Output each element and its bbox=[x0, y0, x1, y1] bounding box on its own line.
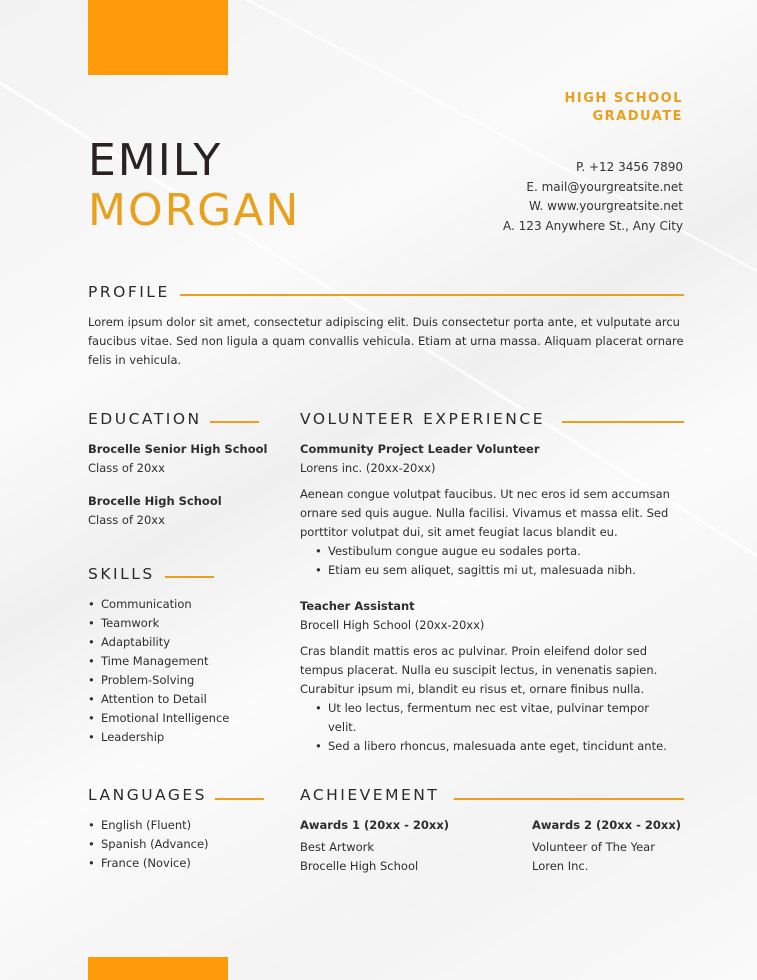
education-heading: EDUCATION bbox=[88, 410, 202, 428]
skill-item: • Leadership bbox=[88, 728, 288, 747]
volunteer-rule bbox=[562, 421, 684, 423]
bottom-accent-block bbox=[88, 957, 228, 980]
volunteer-job bbox=[300, 597, 690, 756]
job-role: Teacher Assistant bbox=[300, 599, 415, 613]
education-period: Class of 20xx bbox=[88, 461, 165, 475]
education-entry bbox=[88, 492, 278, 530]
skill-item: • Communication bbox=[88, 595, 288, 614]
role-line: HIGH SCHOOL bbox=[564, 91, 683, 106]
job-bullet: • Sed a libero rhoncus, malesuada ante eget, tincidunt ante. bbox=[315, 737, 690, 756]
role-line: GRADUATE bbox=[592, 109, 683, 124]
contact-address: A. 123 Anywhere St., Any City bbox=[503, 218, 683, 233]
skill-item: • Teamwork bbox=[88, 614, 288, 633]
award-line: Best Artwork bbox=[300, 840, 375, 854]
job-bullet: • Ut leo lectus, fermentum nec est vitae, pulvinar tempor velit. bbox=[315, 699, 673, 737]
role-title bbox=[565, 90, 683, 126]
language-item: • Spanish (Advance) bbox=[88, 835, 288, 854]
top-accent-block bbox=[88, 0, 228, 75]
skill-item: • Emotional Intelligence bbox=[88, 709, 288, 728]
job-bullet: • Etiam eu sem aliquet, sagittis mi ut, malesuada nibh. bbox=[315, 561, 690, 580]
education-school: Brocelle High School bbox=[88, 494, 222, 508]
contact-phone: P. +12 3456 7890 bbox=[575, 160, 683, 174]
award-entry bbox=[300, 816, 510, 876]
volunteer-job bbox=[300, 440, 690, 580]
contact-info bbox=[503, 158, 683, 236]
profile-text: Lorem ipsum dolor sit amet, consectetur adipiscing elit. Duis consectetur porta ante, et vulputate arcu faucibus vitae. Sed non ligula a quam convallis vehicula. Etiam at urna massa. Aliquam placerat ornare felis in vehicula. bbox=[88, 315, 684, 367]
languages-rule bbox=[215, 798, 264, 800]
job-org: Lorens inc. (20xx-20xx) bbox=[300, 461, 436, 475]
skill-item: • Attention to Detail bbox=[88, 690, 288, 709]
skill-item: • Time Management bbox=[88, 652, 288, 671]
contact-website: W. www.yourgreatsite.net bbox=[529, 199, 683, 213]
language-item: • English (Fluent) bbox=[88, 816, 288, 835]
job-description: Cras blandit mattis eros ac pulvinar. Proin eleifend dolor sed tempus placerat. Nulla eu suscipit lectus, in venenatis sapien. Curabitur ipsum mi, blandit eu risus et, ornare finibus nulla. bbox=[300, 644, 658, 696]
award-line: Brocelle High School bbox=[300, 859, 419, 873]
award-line: Loren Inc. bbox=[532, 859, 589, 873]
first-name: EMILY bbox=[88, 135, 223, 186]
award-line: Volunteer of The Year bbox=[532, 840, 655, 854]
award-entry bbox=[532, 816, 692, 876]
job-description: Aenean congue volutpat faucibus. Ut nec eros id sem accumsan ornare sed quis augue. Nulla facilisi. Vivamus et massa elit. Sed porttitor volutpat dui, sit amet feugiat lacus blandit eu. bbox=[300, 487, 670, 539]
language-item: • France (Novice) bbox=[88, 854, 288, 873]
languages-list bbox=[88, 816, 288, 873]
skills-rule bbox=[165, 576, 214, 578]
education-school: Brocelle Senior High School bbox=[88, 442, 268, 456]
last-name: MORGAN bbox=[88, 185, 301, 236]
achievement-heading: ACHIEVEMENT bbox=[300, 786, 440, 804]
profile-rule bbox=[180, 294, 684, 296]
skills-list bbox=[88, 595, 288, 747]
job-org: Brocell High School (20xx-20xx) bbox=[300, 618, 485, 632]
skills-heading: SKILLS bbox=[88, 565, 155, 583]
education-rule bbox=[210, 421, 259, 423]
education-entry bbox=[88, 440, 278, 478]
skill-item: • Adaptability bbox=[88, 633, 288, 652]
job-bullet: • Vestibulum congue augue eu sodales porta. bbox=[315, 542, 690, 561]
award-title: Awards 1 (20xx - 20xx) bbox=[300, 818, 450, 832]
profile-heading: PROFILE bbox=[88, 283, 170, 301]
volunteer-heading: VOLUNTEER EXPERIENCE bbox=[300, 410, 545, 428]
achievement-rule bbox=[454, 798, 684, 800]
job-role: Community Project Leader Volunteer bbox=[300, 442, 540, 456]
skill-item: • Problem-Solving bbox=[88, 671, 288, 690]
education-period: Class of 20xx bbox=[88, 513, 165, 527]
contact-email: E. mail@yourgreatsite.net bbox=[526, 179, 683, 194]
award-title: Awards 2 (20xx - 20xx) bbox=[532, 818, 682, 832]
languages-heading: LANGUAGES bbox=[88, 786, 208, 804]
